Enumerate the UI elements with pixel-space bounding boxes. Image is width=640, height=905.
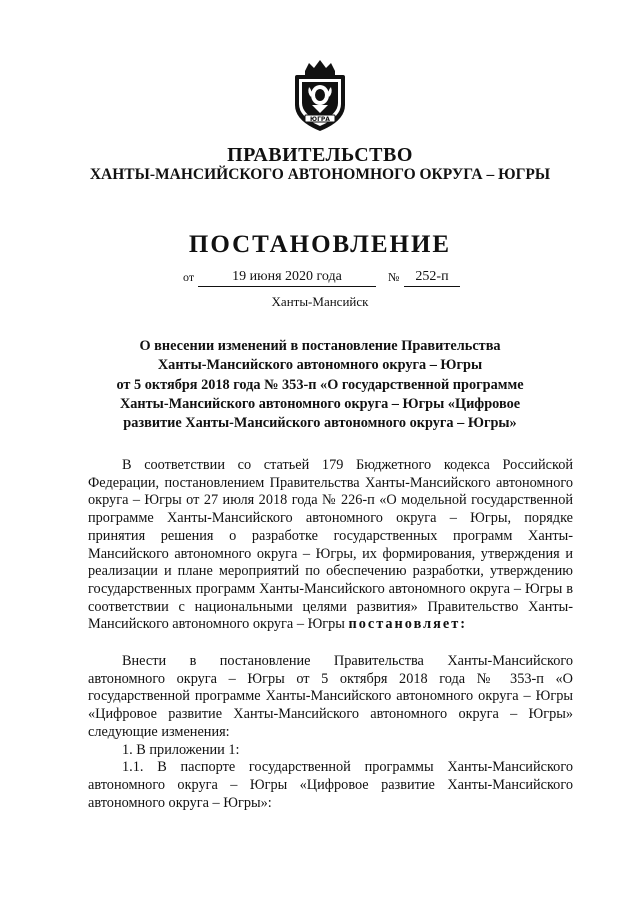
subject-line: Ханты-Мансийского автономного округа – Югры: [157, 357, 483, 374]
subject-line: развитие Ханты-Мансийского автономного округа – Югры»: [123, 415, 517, 432]
document-date: 19 июня 2020 года: [198, 268, 376, 287]
preamble-paragraph: [88, 457, 573, 634]
coat-of-arms-emblem: [287, 57, 353, 135]
date-number-line: [0, 268, 640, 288]
number-prefix: №: [388, 270, 400, 284]
subject-line: от 5 октября 2018 года № 353-п «О государственной программе: [116, 376, 524, 393]
city-name: Ханты-Мансийск: [271, 294, 369, 309]
document-number: 252-п: [404, 268, 460, 287]
subject-line: О внесении изменений в постановление Правительства: [139, 338, 501, 354]
document-type: ПОСТАНОВЛЕНИЕ: [188, 231, 452, 258]
government-title: ПРАВИТЕЛЬСТВО: [227, 144, 413, 166]
item-1: 1. В приложении 1:: [122, 741, 240, 758]
amendment-paragraph: Внести в постановление Правительства Ханты-Мансийского автономного округа – Югры от 5 октября 2018 года № 353-п «О государственной программе Ханты-Мансийского автономного округа – Югры «Цифровое развитие Ханты-Мансийского автономного округа – Югры» следующие изменения:: [88, 653, 573, 740]
coat-of-arms-icon: [287, 57, 353, 135]
subject-line: Ханты-Мансийского автономного округа – Югры «Цифровое: [119, 395, 521, 412]
item-1-1: 1.1. В паспорте государственной программы Ханты-Мансийского автономного округа – Югры «Цифровое развитие Ханты-Мансийского автономного округа – Югры»:: [88, 759, 573, 811]
government-subtitle: ХАНТЫ-МАНСИЙСКОГО АВТОНОМНОГО ОКРУГА – ЮГРЫ: [89, 166, 551, 183]
preamble-text: В соответствии со статьей 179 Бюджетного кодекса Российской Федерации, постановлением Правительства Ханты-Мансийского автономного округа – Югры от 27 июля 2018 года № 226-п «О модельной государственной программе Ханты-Мансийского автономного округа – Югры, порядке принятия решения о разработке государственных программ Ханты-Мансийского автономного округа – Югры, их формирования, утверждения и реализации и плане мероприятий по обеспечению разработки, утверждению государственных программ Ханты-Мансийского автономного округа – Югры в соответствии с национальными целями развития» Правительство Ханты-Мансийского автономного округа – Югры: [88, 457, 573, 633]
document-subject: [80, 337, 560, 433]
emblem-label: ЮГРА: [310, 116, 330, 123]
document-body: [88, 457, 573, 812]
date-prefix: от: [183, 270, 195, 284]
resolves-word: постановляет:: [348, 616, 467, 633]
